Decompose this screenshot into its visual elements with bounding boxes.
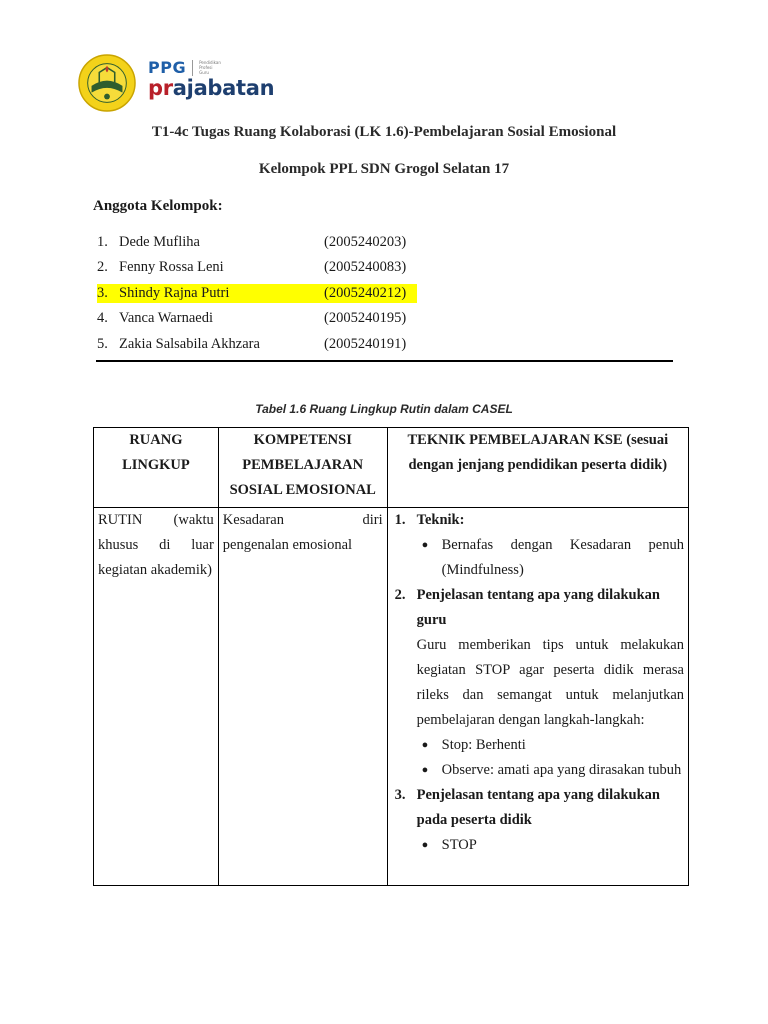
member-name: Dede Mufliha <box>119 234 200 250</box>
document-title: T1-4c Tugas Ruang Kolaborasi (LK 1.6)-Pembelajaran Sosial Emosional <box>151 124 617 140</box>
teknik-item-1 <box>392 508 684 583</box>
table-caption: Tabel 1.6 Ruang Lingkup Rutin dalam CASEL <box>255 402 513 416</box>
member-list <box>97 232 417 359</box>
header-text: SOSIAL EMOSIONAL <box>229 482 376 498</box>
member-item-4 <box>97 308 417 333</box>
teknik-item-2 <box>392 583 684 783</box>
cell-text: RUTIN (waktu <box>98 512 214 528</box>
header-teknik <box>387 428 688 508</box>
member-number: 4. <box>97 310 108 327</box>
member-nim: (2005240191) <box>324 335 407 352</box>
cell-ruang-lingkup <box>94 508 219 886</box>
member-item-3-highlighted <box>97 283 417 308</box>
cell-text: Kesadaran diri <box>222 512 383 528</box>
cell-teknik <box>387 508 688 886</box>
bullet-list <box>417 733 684 783</box>
item-heading: Penjelasan tentang apa yang dilakukan guru <box>416 587 660 628</box>
ppg-prajabatan-logo <box>148 58 274 100</box>
members-label: Anggota Kelompok: <box>93 198 223 214</box>
prajabatan-wordmark: prajabatan <box>148 76 275 100</box>
document-subtitle: Kelompok PPL SDN Grogol Selatan 17 <box>258 161 510 177</box>
member-name: Shindy Rajna Putri <box>119 284 230 301</box>
table-row <box>94 508 689 886</box>
teknik-list <box>392 508 684 858</box>
member-nim: (2005240212) <box>324 284 407 301</box>
table-header-row <box>94 428 689 508</box>
cell-text: khusus di luar <box>98 537 214 553</box>
bullet-item: ● Observe: amati apa yang dirasakan tubuh <box>417 758 684 783</box>
teknik-item-3 <box>392 783 684 858</box>
item-heading: Teknik: <box>416 512 465 528</box>
bullet-item: ● STOP <box>417 833 684 858</box>
header-kompetensi <box>218 428 387 508</box>
member-number: 2. <box>97 259 108 276</box>
prajabatan-logo-text <box>148 76 274 100</box>
bullet-item: ● Bernafas dengan Kesadaran penuh (Mindfulness) <box>417 533 684 583</box>
member-nim: (2005240203) <box>324 234 407 250</box>
header-ruang-lingkup <box>94 428 219 508</box>
header-text: LINGKUP <box>122 457 190 473</box>
item-number: 2. <box>394 587 406 603</box>
ppg-tagline: Pendidikan Profesi Guru <box>199 60 221 75</box>
horizontal-divider <box>96 360 673 362</box>
member-name: Vanca Warnaedi <box>119 310 213 327</box>
cell-text: kegiatan akademik) <box>98 562 212 578</box>
header-text: KOMPETENSI <box>253 432 352 448</box>
item-heading: Penjelasan tentang apa yang dilakukan pada peserta didik <box>416 787 660 828</box>
bullet-list <box>417 833 684 858</box>
member-number: 3. <box>97 284 108 301</box>
bullet-list <box>417 533 684 583</box>
cell-kompetensi <box>218 508 387 886</box>
bullet-item: ● Stop: Berhenti <box>417 733 684 758</box>
header-text: PEMBELAJARAN <box>242 457 364 473</box>
member-nim: (2005240083) <box>324 259 407 276</box>
member-number: 5. <box>97 335 108 352</box>
member-nim: (2005240195) <box>324 310 407 327</box>
item-number: 1. <box>394 512 406 528</box>
member-item-2 <box>97 257 417 282</box>
header-text: TEKNIK PEMBELAJARAN KSE <box>407 432 623 448</box>
header-note: (sesuai dengan jenjang pendidikan peserta didik) <box>408 432 669 473</box>
header-text: RUANG <box>129 432 183 448</box>
logo-divider <box>192 60 193 76</box>
item-paragraph: Guru memberikan tips untuk melakukan kegiatan STOP agar peserta didik merasa rileks dan semangat untuk melanjutkan pembelajaran dengan langkah-langkah: <box>416 637 684 728</box>
item-number: 3. <box>394 787 406 803</box>
ppg-logo-text: PPG <box>148 58 187 77</box>
member-name: Zakia Salsabila Akhzara <box>119 335 260 352</box>
member-number: 1. <box>97 234 108 250</box>
member-name: Fenny Rossa Leni <box>119 259 224 276</box>
cell-text: pengenalan emosional <box>222 537 353 553</box>
casel-table <box>93 427 689 886</box>
header-logo <box>78 52 275 114</box>
member-item-1 <box>97 232 417 257</box>
member-item-5 <box>97 334 417 359</box>
university-seal-icon <box>78 54 136 112</box>
